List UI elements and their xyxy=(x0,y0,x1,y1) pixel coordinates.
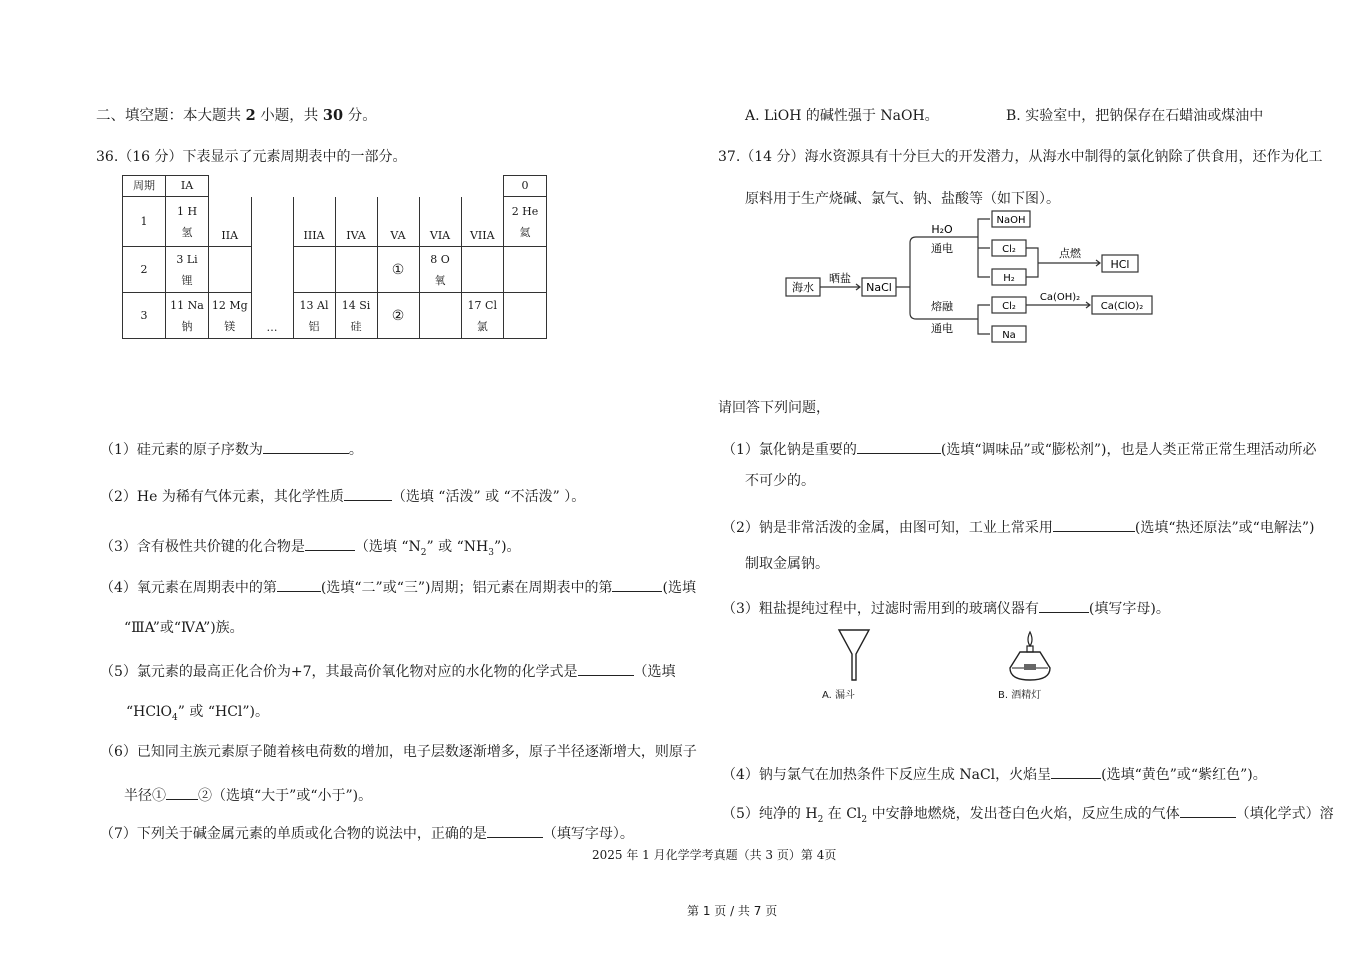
table-group-2a: IIA xyxy=(209,197,252,247)
flow-caoh2: Ca(OH)₂ xyxy=(1039,292,1081,303)
table-group-5a: VA xyxy=(377,197,419,247)
element-mg: 12 Mg 镁 xyxy=(209,293,252,339)
element-f-empty xyxy=(461,247,504,293)
flow-elec2: 通电 xyxy=(931,322,953,335)
answer-blank[interactable] xyxy=(305,534,355,551)
element-be-empty xyxy=(209,247,252,293)
element-h: 1 H 氢 xyxy=(166,197,209,247)
q37-sub-1: （1）氯化钠是重要的 (选填“调味品”或“膨松剂”)，也是人类正常正常生理活动所必 xyxy=(722,442,1317,458)
label-alcohol-lamp: B. 酒精灯 xyxy=(998,690,1042,701)
element-li: 3 Li 锂 xyxy=(166,247,209,293)
q37-intro-line2: 原料用于生产烧碱、氯气、钠、盐酸等（如下图）。 xyxy=(745,191,1060,207)
q36-sub-5-line2: “HClO$_4$” 或 “HCl”)。 xyxy=(126,704,270,723)
q36-sub-4-line2: “ⅢA”或“ⅣA”)族。 xyxy=(124,620,244,636)
answer-blank[interactable] xyxy=(1053,523,1135,532)
flow-elec1: 通电 xyxy=(931,242,953,255)
q36-sub-2: （2）He 为稀有气体元素，其化学性质 （选填 “活泼” 或 “不活泼” ）。 xyxy=(100,489,586,505)
answer-blank[interactable] xyxy=(487,829,543,838)
flow-seawater: 海水 xyxy=(792,281,814,294)
label-funnel: A. 漏斗 xyxy=(822,690,856,701)
answer-blank[interactable] xyxy=(857,441,941,454)
table-period-2: 2 xyxy=(123,247,166,293)
answer-blank[interactable] xyxy=(1039,596,1089,613)
footer-inner: 2025 年 1 月化学学考真题（共 3 页）第 4页 xyxy=(592,848,837,862)
element-ar-empty xyxy=(504,293,547,339)
answer-blank[interactable] xyxy=(578,659,634,676)
answer-blank[interactable] xyxy=(277,575,321,592)
q37-sub-1-line2: 不可少的。 xyxy=(745,473,815,489)
element-o: 8 O 氧 xyxy=(419,247,461,293)
flow-na: Na xyxy=(1002,330,1016,341)
table-group-3a: IIIA xyxy=(293,197,335,247)
q36-sub-6-line2: 半径① ②（选填“大于”或“小于”)。 xyxy=(124,783,372,805)
element-na: 11 Na 钠 xyxy=(166,293,209,339)
flow-evap: 晒盐 xyxy=(829,272,851,285)
answer-blank[interactable] xyxy=(263,441,349,454)
table-group-4a: IVA xyxy=(335,197,377,247)
table-group-6a: VIA xyxy=(419,197,461,247)
flow-hcl: HCl xyxy=(1110,258,1130,271)
footer-page-number: 第 1 页 / 共 7 页 xyxy=(687,904,778,918)
q36-sub-5: （5）氯元素的最高正化合价为+7，其最高价氧化物对应的水化物的化学式是 （选填 xyxy=(100,659,676,681)
table-group-1a: IA xyxy=(166,176,209,197)
flow-h2: H₂ xyxy=(1003,273,1015,284)
element-c-empty xyxy=(335,247,377,293)
flow-ignite: 点燃 xyxy=(1059,247,1081,260)
answer-blank[interactable] xyxy=(1180,809,1236,818)
q36-sub-3: （3）含有极性共价键的化合物是 （选填 “$N_2$” 或 “$NH_3$”)。 xyxy=(100,534,521,558)
element-s-empty xyxy=(419,293,461,339)
table-group-0: 0 xyxy=(504,176,547,197)
q37-sub-2: （2）钠是非常活泼的金属，由图可知，工业上常采用 (选填“热还原法”或“电解法”) xyxy=(722,520,1315,536)
element-mark-1: ① xyxy=(377,247,419,293)
element-b-empty xyxy=(293,247,335,293)
table-period-3: 3 xyxy=(123,293,166,339)
element-ne-empty xyxy=(504,247,547,293)
answer-blank[interactable] xyxy=(166,783,198,800)
table-ellipsis: … xyxy=(251,293,293,339)
table-group-7a: VIIA xyxy=(461,197,504,247)
q36-sub-4: （4）氧元素在周期表中的第 (选填“二”或“三”)周期；铝元素在周期表中的第 (选填 xyxy=(100,575,696,597)
answer-blank[interactable] xyxy=(344,492,392,501)
flow-diagram xyxy=(770,205,1170,345)
q36-option-a: A. LiOH 的碱性强于 NaOH。 xyxy=(745,108,939,124)
funnel-icon xyxy=(836,626,872,682)
element-mark-2: ② xyxy=(377,293,419,339)
answer-blank[interactable] xyxy=(1051,762,1101,779)
q36-sub-6: （6）已知同主族元素原子随着核电荷数的增加，电子层数逐渐增多，原子半径逐渐增大，则原子 xyxy=(100,744,697,760)
element-al: 13 Al 铝 xyxy=(293,293,335,339)
answer-blank[interactable] xyxy=(612,575,662,592)
q37-sub-3: （3）粗盐提纯过程中，过滤时需用到的玻璃仪器有 (填写字母)。 xyxy=(722,596,1170,618)
flow-nacl: NaCl xyxy=(866,281,892,294)
q36-option-b: B. 实验室中，把钠保存在石蜡油或煤油中 xyxy=(1006,108,1264,124)
flow-cl2b: Cl₂ xyxy=(1002,301,1016,312)
element-si: 14 Si 硅 xyxy=(335,293,377,339)
section-title: 二、填空题：本大题共 2 小题，共 30 分。 xyxy=(96,107,377,124)
q37-sub-5: （5）纯净的 $H_2$ 在 $Cl_2$ 中安静地燃烧，发出苍白色火焰，反应生成的气体 （填化学式）溶 xyxy=(722,806,1334,825)
flow-melt: 熔融 xyxy=(931,300,953,313)
flow-naoh: NaOH xyxy=(996,215,1026,226)
flow-h2o: H₂O xyxy=(931,223,953,236)
periodic-table xyxy=(122,175,547,339)
q36-intro: 36.（16 分）下表显示了元素周期表中的一部分。 xyxy=(96,149,407,165)
element-he: 2 He 氦 xyxy=(504,197,547,247)
flow-caclo2: Ca(ClO)₂ xyxy=(1100,301,1144,312)
table-period-1: 1 xyxy=(123,197,166,247)
flow-cl2a: Cl₂ xyxy=(1002,244,1016,255)
alcohol-lamp-icon xyxy=(1006,628,1054,684)
q37-prompt: 请回答下列问题， xyxy=(718,400,830,416)
q36-sub-7: （7）下列关于碱金属元素的单质或化合物的说法中，正确的是 （填写字母）。 xyxy=(100,826,634,842)
element-cl: 17 Cl 氯 xyxy=(461,293,504,339)
q36-sub-1: （1）硅元素的原子序数为 。 xyxy=(100,442,363,458)
q37-intro: 37.（14 分）海水资源具有十分巨大的开发潜力，从海水中制得的氯化钠除了供食用，还作为化工 xyxy=(718,149,1323,165)
q37-sub-4: （4）钠与氯气在加热条件下反应生成 NaCl，火焰呈 (选填“黄色”或“紫红色”)。 xyxy=(722,762,1267,784)
table-header-period: 周期 xyxy=(123,176,166,197)
q37-sub-2-line2: 制取金属钠。 xyxy=(745,556,829,572)
